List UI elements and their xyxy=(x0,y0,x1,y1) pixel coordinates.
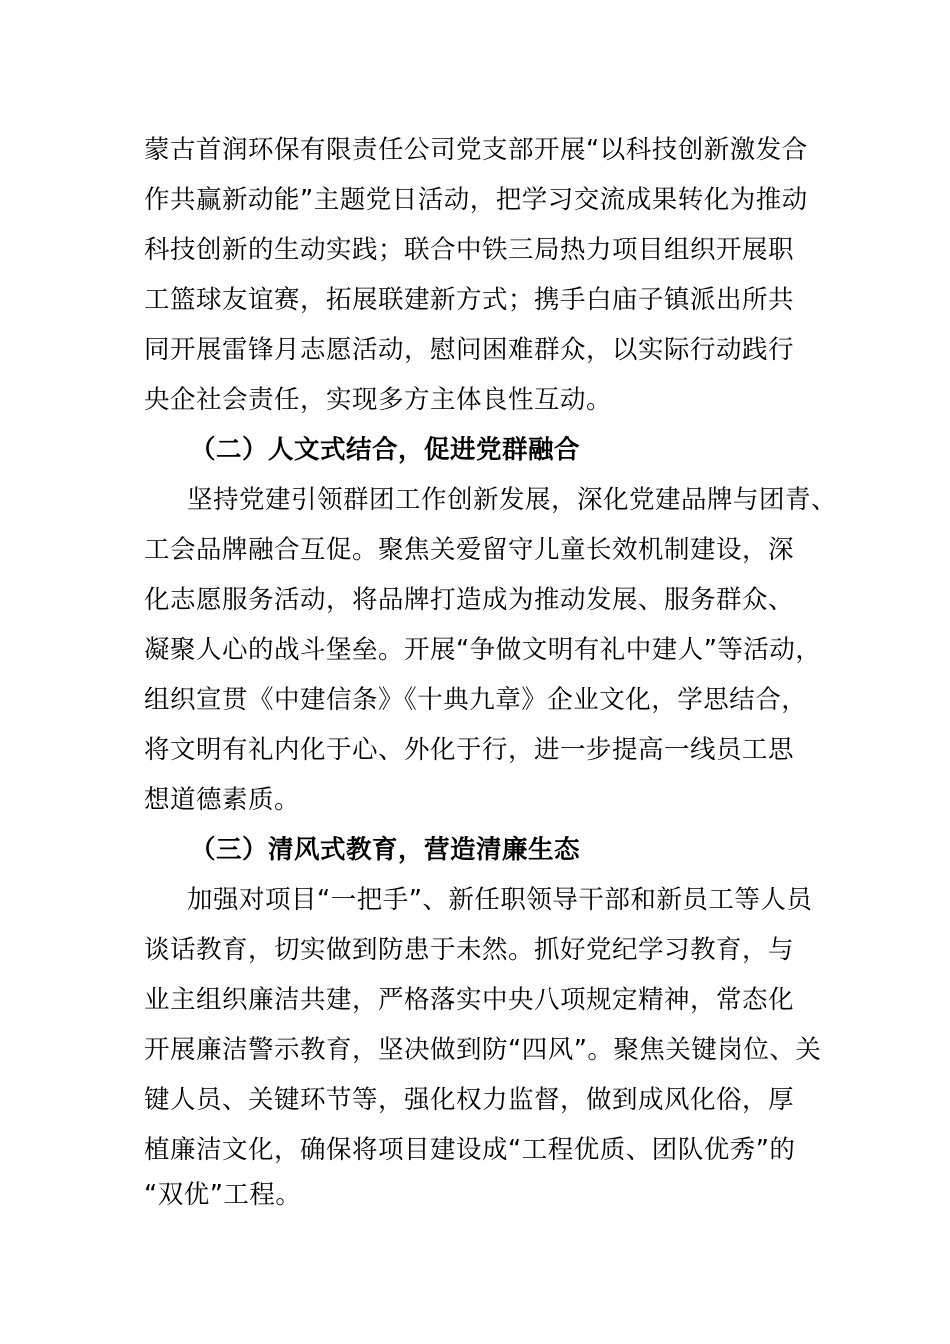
paragraph-line: 作共赢新动能”主题党日活动，把学习交流成果转化为推动 xyxy=(144,185,808,215)
paragraph-line: 科技创新的生动实践；联合中铁三局热力项目组织开展职 xyxy=(144,235,795,265)
section-heading-3: （三）清风式教育，营造清廉生态 xyxy=(190,835,581,865)
section-heading-2: （二）人文式结合，促进党群融合 xyxy=(190,435,581,465)
paragraph-line: 业主组织廉洁共建，严格落实中央八项规定精神，常态化 xyxy=(144,985,795,1015)
paragraph-line: 工篮球友谊赛，拓展联建新方式；携手白庙子镇派出所共 xyxy=(144,285,795,315)
paragraph-line: 同开展雷锋月志愿活动，慰问困难群众，以实际行动践行 xyxy=(144,335,795,365)
paragraph-line: 坚持党建引领群团工作创新发展，深化党建品牌与团青、 xyxy=(187,485,838,515)
paragraph-line: 将文明有礼内化于心、外化于行，进一步提高一线员工思 xyxy=(144,735,795,765)
paragraph-line: 组织宣贯《中建信条》《十典九章》企业文化，学思结合， xyxy=(144,685,808,715)
paragraph-line: 化志愿服务活动，将品牌打造成为推动发展、服务群众、 xyxy=(144,585,795,615)
paragraph-line: 谈话教育，切实做到防患于未然。抓好党纪学习教育，与 xyxy=(144,935,795,965)
paragraph-line: 工会品牌融合互促。聚焦关爱留守儿童长效机制建设，深 xyxy=(144,535,795,565)
paragraph-line: 开展廉洁警示教育，坚决做到防“四风”。聚焦关键岗位、关 xyxy=(144,1035,822,1065)
paragraph-line: 植廉洁文化，确保将项目建设成“工程优质、团队优秀”的 xyxy=(144,1135,796,1165)
paragraph-line: 蒙古首润环保有限责任公司党支部开展“以科技创新激发合 xyxy=(144,135,808,165)
paragraph-line: “双优”工程。 xyxy=(144,1180,302,1210)
paragraph-line: 凝聚人心的战斗堡垒。开展“争做文明有礼中建人”等活动， xyxy=(144,635,822,665)
paragraph-line: 央企社会责任，实现多方主体良性互动。 xyxy=(144,385,613,415)
paragraph-line: 键人员、关键环节等，强化权力监督，做到成风化俗，厚 xyxy=(144,1085,795,1115)
paragraph-line: 想道德素质。 xyxy=(144,785,301,815)
paragraph-line: 加强对项目“一把手”、新任职领导干部和新员工等人员 xyxy=(187,885,813,915)
